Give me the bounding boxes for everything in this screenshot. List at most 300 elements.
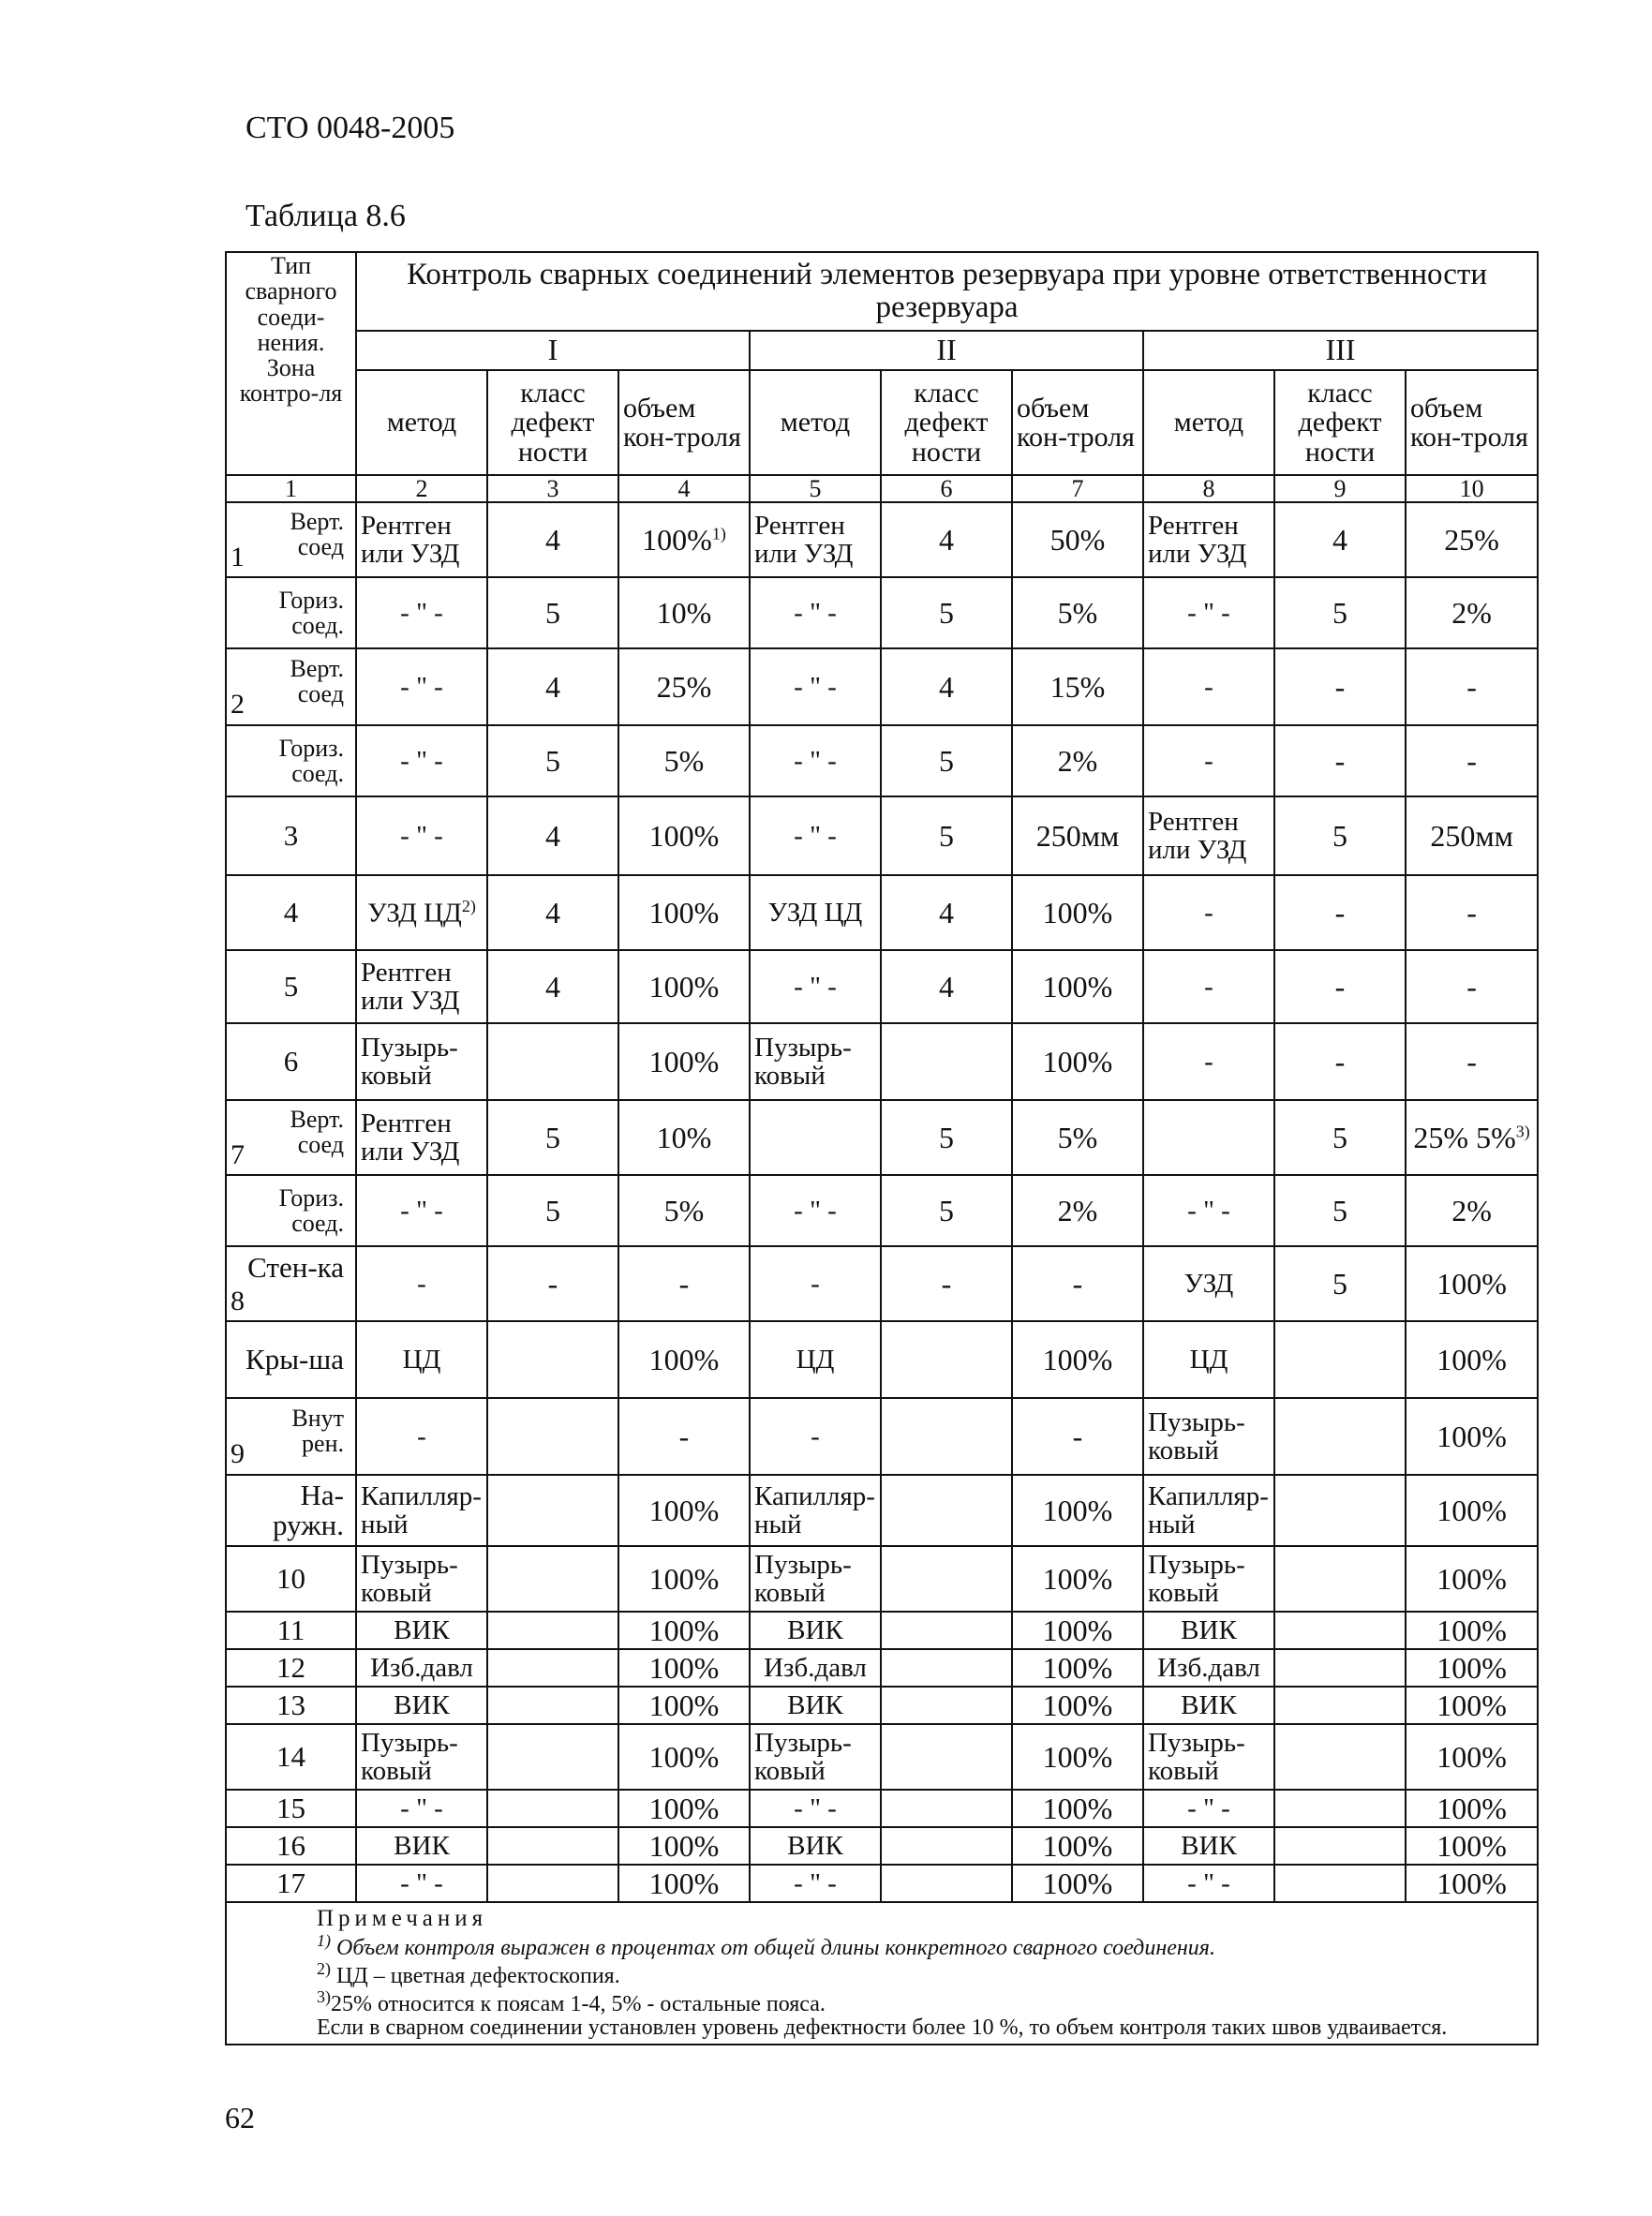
volume-cell bbox=[1012, 1475, 1143, 1546]
volume-value: 100% bbox=[648, 1613, 720, 1647]
volume-cell bbox=[618, 1687, 750, 1724]
defect-class-cell bbox=[1274, 1246, 1406, 1321]
method-cell bbox=[750, 1398, 881, 1475]
volume-cell bbox=[1012, 796, 1143, 875]
volume-value: 250мм bbox=[1035, 818, 1120, 853]
defect-class-value: - bbox=[1334, 669, 1346, 704]
defect-class-cell bbox=[881, 796, 1012, 875]
method-cell bbox=[1143, 1023, 1274, 1100]
defect-class-value: 5 bbox=[1332, 595, 1347, 630]
volume-value: 100% bbox=[648, 1739, 720, 1774]
method-cell bbox=[1143, 1790, 1274, 1827]
volume-cell bbox=[1012, 1321, 1143, 1398]
defect-class-cell bbox=[487, 1321, 618, 1398]
volume-value: 100% bbox=[1042, 895, 1113, 930]
column-number: 3 bbox=[487, 475, 618, 502]
defect-class-value: - bbox=[1334, 1044, 1346, 1078]
defect-class-cell bbox=[881, 1023, 1012, 1100]
defect-class-cell bbox=[487, 1687, 618, 1724]
defect-class-value: - bbox=[1334, 743, 1346, 778]
method-cell bbox=[750, 1612, 881, 1649]
table-notes bbox=[226, 1902, 1538, 2045]
group-number: 7 bbox=[231, 1138, 245, 1170]
volume-value: 100% bbox=[642, 522, 712, 557]
note-4: Если в сварном соединении установлен уровень дефектности более 10 %, то объем контроля таких швов удваивается. bbox=[317, 2015, 1448, 2041]
defect-class-cell bbox=[881, 1475, 1012, 1546]
volume-cell bbox=[1012, 502, 1143, 577]
defect-class-cell bbox=[487, 1475, 618, 1546]
volume-value: 100% bbox=[1436, 1613, 1507, 1647]
group-cell: 3 bbox=[226, 796, 356, 875]
method-cell bbox=[1143, 875, 1274, 950]
group-cell: 16 bbox=[226, 1827, 356, 1865]
defect-class-cell bbox=[1274, 502, 1406, 577]
volume-value: 2% bbox=[1451, 595, 1492, 630]
volume-cell bbox=[1012, 1612, 1143, 1649]
volume-cell bbox=[1012, 1790, 1143, 1827]
volume-value: 100% bbox=[1042, 1613, 1113, 1647]
volume-cell bbox=[1406, 875, 1538, 950]
zone-cell bbox=[226, 725, 356, 796]
method-value: - " - bbox=[400, 598, 443, 629]
method-value: Изб.давл bbox=[370, 1653, 473, 1684]
volume-cell bbox=[1406, 1724, 1538, 1790]
volume-cell bbox=[618, 577, 750, 648]
volume-cell bbox=[1012, 1175, 1143, 1246]
defect-class-cell bbox=[1274, 577, 1406, 648]
defect-class-cell bbox=[881, 1649, 1012, 1687]
volume-value: 100% bbox=[1042, 1493, 1113, 1527]
volume-cell bbox=[1406, 1321, 1538, 1398]
method-cell bbox=[1143, 1546, 1274, 1612]
defect-class-cell bbox=[881, 577, 1012, 648]
header-level-1: I bbox=[356, 331, 750, 370]
note-3-text: 25% относится к поясам 1-4, 5% - остальные пояса. bbox=[331, 1991, 826, 2016]
defect-class-cell bbox=[881, 725, 1012, 796]
zone-label: Гориз. соед. bbox=[278, 735, 344, 788]
defect-class-value: 4 bbox=[1332, 522, 1347, 557]
defect-class-cell bbox=[1274, 1175, 1406, 1246]
defect-class-cell bbox=[881, 1724, 1012, 1790]
volume-value: 250мм bbox=[1430, 818, 1513, 853]
volume-cell bbox=[618, 875, 750, 950]
method-value: - " - bbox=[400, 746, 443, 777]
method-cell bbox=[356, 1865, 487, 1902]
defect-class-value: 4 bbox=[545, 669, 560, 704]
method-value: ВИК bbox=[787, 1615, 843, 1646]
volume-value: 100% bbox=[1042, 1828, 1113, 1863]
header-method: метод bbox=[356, 370, 487, 475]
method-value: - " - bbox=[794, 672, 837, 703]
note-2-marker: 2) bbox=[317, 1958, 331, 1978]
method-cell bbox=[356, 1612, 487, 1649]
volume-value: 100% bbox=[1436, 1419, 1507, 1453]
method-value: Рентген или УЗД bbox=[361, 1108, 460, 1167]
defect-class-cell bbox=[487, 1865, 618, 1902]
volume-cell bbox=[1406, 1827, 1538, 1865]
group-cell: 11 bbox=[226, 1612, 356, 1649]
method-value: ВИК bbox=[394, 1615, 450, 1646]
header-volume: объем кон-троля bbox=[1406, 370, 1538, 475]
zone-cell bbox=[226, 1321, 356, 1398]
method-cell bbox=[750, 502, 881, 577]
volume-value: 10% bbox=[656, 595, 712, 630]
table-header bbox=[226, 252, 1538, 502]
method-cell bbox=[750, 1321, 881, 1398]
method-value: - " - bbox=[794, 1793, 837, 1824]
method-cell bbox=[356, 577, 487, 648]
defect-class-cell bbox=[881, 1100, 1012, 1175]
zone-label: Стен-ка bbox=[247, 1250, 344, 1284]
volume-cell bbox=[1406, 1475, 1538, 1546]
method-value: УЗД ЦД bbox=[767, 898, 863, 929]
method-value: Рентген или УЗД bbox=[1148, 806, 1247, 866]
zone-label: Верт. соед bbox=[290, 507, 344, 560]
method-cell bbox=[750, 1724, 881, 1790]
method-cell bbox=[356, 875, 487, 950]
defect-class-cell bbox=[487, 1023, 618, 1100]
volume-cell bbox=[1406, 1100, 1538, 1175]
defect-class-cell bbox=[1274, 1546, 1406, 1612]
defect-class-cell bbox=[487, 1649, 618, 1687]
table-row bbox=[226, 1790, 1538, 1827]
method-value: Пузырь-ковый bbox=[754, 1032, 852, 1092]
header-method: метод bbox=[750, 370, 881, 475]
volume-value: 100% bbox=[1042, 1342, 1113, 1376]
column-number: 2 bbox=[356, 475, 487, 502]
method-value: УЗД bbox=[1183, 1269, 1234, 1300]
volume-cell bbox=[1406, 1175, 1538, 1246]
header-method: метод bbox=[1143, 370, 1274, 475]
method-cell bbox=[750, 1865, 881, 1902]
defect-class-cell bbox=[881, 502, 1012, 577]
table-row bbox=[226, 1724, 1538, 1790]
method-cell bbox=[356, 1475, 487, 1546]
volume-cell bbox=[1406, 577, 1538, 648]
defect-class-cell bbox=[1274, 1023, 1406, 1100]
header-defect-class: класс дефект ности bbox=[1274, 370, 1406, 475]
volume-value: - bbox=[1466, 895, 1477, 930]
defect-class-cell bbox=[1274, 950, 1406, 1023]
method-value: - bbox=[811, 1421, 820, 1452]
method-value: Пузырь-ковый bbox=[361, 1549, 458, 1609]
method-cell bbox=[750, 648, 881, 725]
method-cell bbox=[1143, 1398, 1274, 1475]
header-main: Контроль сварных соединений элементов резервуара при уровне ответственности резервуара bbox=[356, 252, 1538, 331]
method-cell bbox=[750, 875, 881, 950]
method-cell bbox=[750, 950, 881, 1023]
method-cell bbox=[750, 1649, 881, 1687]
defect-class-cell bbox=[881, 1612, 1012, 1649]
zone-cell bbox=[226, 648, 356, 725]
defect-class-value: 5 bbox=[545, 1193, 560, 1227]
volume-value: 100% bbox=[1436, 1791, 1507, 1825]
method-cell bbox=[356, 1546, 487, 1612]
volume-cell bbox=[618, 1321, 750, 1398]
volume-cell bbox=[618, 502, 750, 577]
method-cell bbox=[750, 1475, 881, 1546]
defect-class-cell bbox=[1274, 725, 1406, 796]
method-value: - bbox=[1204, 972, 1213, 1003]
table-row bbox=[226, 577, 1538, 648]
column-number: 4 bbox=[618, 475, 750, 502]
method-cell bbox=[750, 577, 881, 648]
volume-cell bbox=[1012, 1246, 1143, 1321]
method-value: ВИК bbox=[1181, 1615, 1237, 1646]
inspection-table bbox=[225, 251, 1539, 2045]
defect-class-cell bbox=[487, 1827, 618, 1865]
volume-value: 2% bbox=[1451, 1193, 1492, 1227]
zone-label: Верт. соед bbox=[290, 654, 344, 707]
defect-class-cell bbox=[1274, 1475, 1406, 1546]
defect-class-cell bbox=[1274, 1687, 1406, 1724]
method-cell bbox=[1143, 1475, 1274, 1546]
volume-value: - bbox=[1466, 969, 1477, 1004]
method-cell bbox=[356, 1398, 487, 1475]
defect-class-value: 5 bbox=[545, 1120, 560, 1154]
defect-class-cell bbox=[1274, 1100, 1406, 1175]
table-row bbox=[226, 1475, 1538, 1546]
volume-value: 100% bbox=[648, 1688, 720, 1722]
defect-class-cell bbox=[487, 1790, 618, 1827]
volume-cell bbox=[1012, 1724, 1143, 1790]
volume-value: 100% bbox=[1436, 1828, 1507, 1863]
volume-cell bbox=[1406, 1546, 1538, 1612]
table-row bbox=[226, 950, 1538, 1023]
method-cell bbox=[356, 1827, 487, 1865]
method-cell bbox=[356, 1687, 487, 1724]
volume-value: 100% bbox=[1436, 1650, 1507, 1685]
volume-value: - bbox=[1466, 1044, 1477, 1078]
volume-value: 100% bbox=[1436, 1561, 1507, 1596]
table-row bbox=[226, 875, 1538, 950]
method-value: - " - bbox=[794, 598, 837, 629]
group-cell: 17 bbox=[226, 1865, 356, 1902]
method-value: Пузырь-ковый bbox=[361, 1727, 458, 1787]
zone-label: Кры-ша bbox=[246, 1343, 344, 1376]
group-cell: 4 bbox=[226, 875, 356, 950]
method-value: Капилляр-ный bbox=[1148, 1480, 1269, 1540]
volume-cell bbox=[1012, 1398, 1143, 1475]
volume-cell bbox=[1012, 1865, 1143, 1902]
zone-cell bbox=[226, 1100, 356, 1175]
defect-class-cell bbox=[487, 1612, 618, 1649]
group-number: 9 bbox=[231, 1437, 245, 1469]
table-row bbox=[226, 1827, 1538, 1865]
note-2 bbox=[232, 1960, 1531, 1988]
defect-class-value: 5 bbox=[1332, 1120, 1347, 1154]
method-value: - " - bbox=[794, 746, 837, 777]
method-cell bbox=[1143, 796, 1274, 875]
method-value: - " - bbox=[794, 972, 837, 1003]
defect-class-cell bbox=[1274, 1827, 1406, 1865]
volume-value: 100% bbox=[648, 895, 720, 930]
method-cell bbox=[1143, 648, 1274, 725]
volume-value: 100% bbox=[1436, 1342, 1507, 1376]
zone-cell bbox=[226, 1246, 356, 1321]
method-cell bbox=[750, 725, 881, 796]
volume-cell bbox=[618, 1827, 750, 1865]
group-cell: 5 bbox=[226, 950, 356, 1023]
method-value: - " - bbox=[1187, 598, 1230, 629]
method-cell bbox=[1143, 1649, 1274, 1687]
method-cell bbox=[356, 1321, 487, 1398]
volume-cell bbox=[1406, 502, 1538, 577]
zone-label: Верт. соед bbox=[290, 1105, 344, 1158]
method-value: Пузырь-ковый bbox=[754, 1727, 852, 1787]
table-caption: Таблица 8.6 bbox=[246, 199, 406, 233]
group-cell: 15 bbox=[226, 1790, 356, 1827]
volume-cell bbox=[618, 796, 750, 875]
table-row bbox=[226, 1023, 1538, 1100]
column-number: 8 bbox=[1143, 475, 1274, 502]
defect-class-cell bbox=[881, 1546, 1012, 1612]
footnote-marker: 3) bbox=[1515, 1121, 1530, 1140]
defect-class-value: 4 bbox=[545, 522, 560, 557]
volume-value: 100% bbox=[648, 818, 720, 853]
defect-class-value: 5 bbox=[939, 1193, 954, 1227]
volume-cell bbox=[1406, 1246, 1538, 1321]
defect-class-cell bbox=[487, 875, 618, 950]
volume-value: 10% bbox=[656, 1120, 712, 1154]
table-row bbox=[226, 1100, 1538, 1175]
volume-value: 5% bbox=[663, 743, 705, 778]
defect-class-cell bbox=[1274, 1865, 1406, 1902]
volume-cell bbox=[1406, 1649, 1538, 1687]
volume-value: - bbox=[1466, 743, 1477, 778]
volume-value: 100% bbox=[1042, 1791, 1113, 1825]
defect-class-value: - bbox=[941, 1266, 952, 1301]
volume-cell bbox=[618, 1246, 750, 1321]
document-code: СТО 0048-2005 bbox=[246, 111, 455, 145]
defect-class-cell bbox=[1274, 648, 1406, 725]
method-cell bbox=[1143, 1687, 1274, 1724]
defect-class-cell bbox=[487, 725, 618, 796]
column-number: 10 bbox=[1406, 475, 1538, 502]
volume-cell bbox=[1406, 725, 1538, 796]
defect-class-cell bbox=[881, 950, 1012, 1023]
defect-class-cell bbox=[487, 502, 618, 577]
method-cell bbox=[750, 1100, 881, 1175]
note-1 bbox=[232, 1932, 1531, 1960]
group-cell: 10 bbox=[226, 1546, 356, 1612]
method-value: Рентген или УЗД bbox=[361, 957, 460, 1017]
volume-cell bbox=[1406, 950, 1538, 1023]
volume-cell bbox=[1406, 1023, 1538, 1100]
group-number: 2 bbox=[231, 688, 245, 720]
method-cell bbox=[1143, 577, 1274, 648]
defect-class-cell bbox=[1274, 1612, 1406, 1649]
method-value: Пузырь-ковый bbox=[1148, 1727, 1245, 1787]
volume-value: 100% bbox=[1042, 969, 1113, 1004]
method-value: - " - bbox=[794, 1196, 837, 1227]
defect-class-cell bbox=[487, 1546, 618, 1612]
volume-value: 5% bbox=[1057, 595, 1098, 630]
defect-class-value: - bbox=[1334, 969, 1346, 1004]
column-number-row bbox=[226, 475, 1538, 502]
defect-class-cell bbox=[487, 1246, 618, 1321]
method-cell bbox=[356, 1724, 487, 1790]
volume-cell bbox=[1012, 577, 1143, 648]
method-value: ВИК bbox=[394, 1831, 450, 1862]
volume-cell bbox=[1406, 1398, 1538, 1475]
defect-class-cell bbox=[487, 577, 618, 648]
volume-value: 100% bbox=[1042, 1739, 1113, 1774]
header-level-3: III bbox=[1143, 331, 1538, 370]
zone-label: Внут рен. bbox=[291, 1404, 344, 1457]
table-row bbox=[226, 1398, 1538, 1475]
method-cell bbox=[1143, 1612, 1274, 1649]
volume-cell bbox=[618, 1612, 750, 1649]
method-cell bbox=[356, 1175, 487, 1246]
volume-value: 100% bbox=[1042, 1688, 1113, 1722]
defect-class-value: 5 bbox=[939, 743, 954, 778]
method-cell bbox=[750, 1687, 881, 1724]
volume-value: 2% bbox=[1057, 1193, 1098, 1227]
volume-cell bbox=[1012, 1687, 1143, 1724]
volume-value: 15% bbox=[1049, 669, 1106, 704]
method-value: Рентген или УЗД bbox=[361, 510, 460, 570]
method-value: - bbox=[417, 1269, 426, 1300]
defect-class-cell bbox=[881, 875, 1012, 950]
method-cell bbox=[750, 1546, 881, 1612]
volume-cell bbox=[1406, 796, 1538, 875]
volume-cell bbox=[1012, 1100, 1143, 1175]
volume-cell bbox=[618, 648, 750, 725]
volume-value: - bbox=[1072, 1419, 1083, 1453]
header-volume: объем кон-троля bbox=[618, 370, 750, 475]
zone-label: На-ружн. bbox=[273, 1478, 344, 1542]
method-cell bbox=[356, 950, 487, 1023]
method-cell bbox=[356, 1100, 487, 1175]
volume-cell bbox=[618, 1100, 750, 1175]
volume-cell bbox=[1012, 725, 1143, 796]
method-value: - bbox=[811, 1269, 820, 1300]
defect-class-value: 5 bbox=[545, 743, 560, 778]
method-cell bbox=[1143, 950, 1274, 1023]
defect-class-value: - bbox=[547, 1266, 558, 1301]
defect-class-cell bbox=[1274, 1321, 1406, 1398]
column-number: 5 bbox=[750, 475, 881, 502]
method-value: УЗД ЦД bbox=[367, 898, 462, 929]
defect-class-value: 4 bbox=[939, 669, 954, 704]
method-value: - " - bbox=[400, 1196, 443, 1227]
volume-cell bbox=[618, 1865, 750, 1902]
method-cell bbox=[750, 1827, 881, 1865]
group-number: 8 bbox=[231, 1285, 245, 1316]
volume-cell bbox=[618, 725, 750, 796]
notes-title: Примечания bbox=[317, 1906, 488, 1932]
volume-value: 100% bbox=[648, 1866, 720, 1900]
defect-class-cell bbox=[881, 1321, 1012, 1398]
defect-class-value: 4 bbox=[939, 969, 954, 1004]
table-row bbox=[226, 1546, 1538, 1612]
volume-value: 100% bbox=[648, 969, 720, 1004]
volume-cell bbox=[1406, 648, 1538, 725]
volume-value: 100% bbox=[648, 1650, 720, 1685]
note-3-marker: 3) bbox=[317, 1986, 331, 2006]
method-value: - bbox=[1204, 746, 1213, 777]
volume-cell bbox=[1406, 1612, 1538, 1649]
volume-value: - bbox=[678, 1266, 690, 1301]
header-volume: объем кон-троля bbox=[1012, 370, 1143, 475]
volume-value: 25% 5% bbox=[1413, 1120, 1516, 1154]
defect-class-value: 4 bbox=[545, 969, 560, 1004]
defect-class-cell bbox=[487, 1100, 618, 1175]
zone-label: Гориз. соед. bbox=[278, 587, 344, 640]
defect-class-cell bbox=[881, 1687, 1012, 1724]
note-1-marker: 1) bbox=[317, 1930, 331, 1950]
